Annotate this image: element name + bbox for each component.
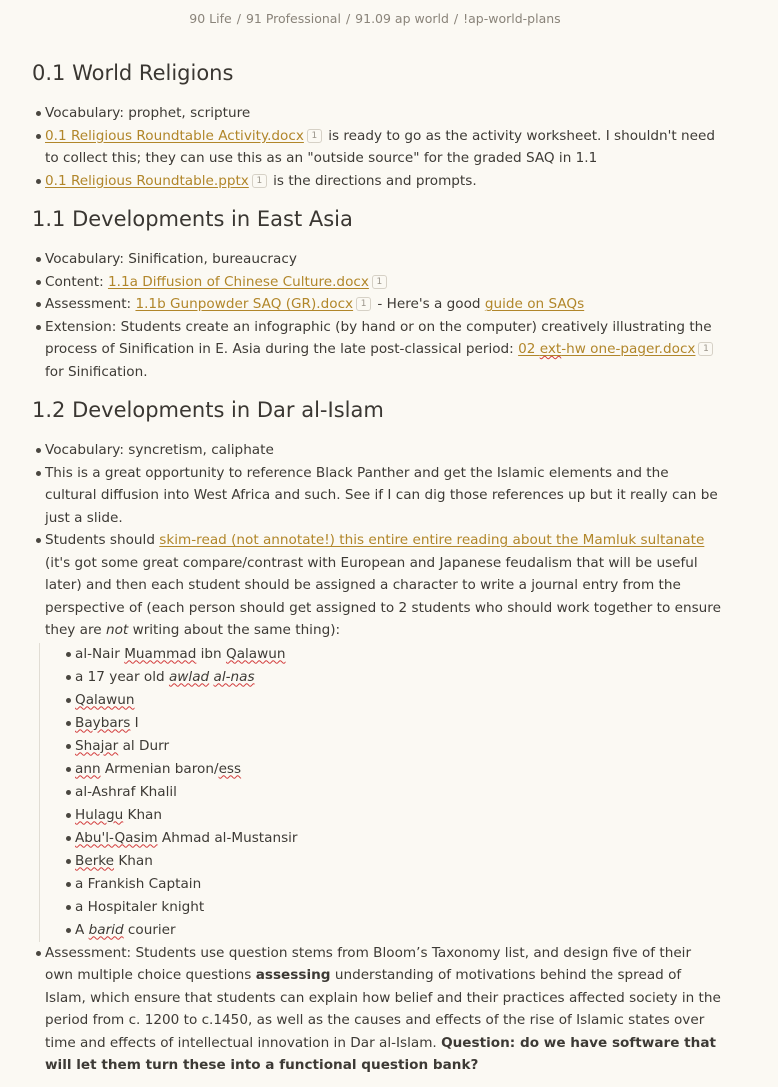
item-text: is the directions and prompts. xyxy=(268,172,477,189)
breadcrumb-item-professional[interactable]: 91 Professional xyxy=(245,11,341,26)
list-dar-al-islam xyxy=(32,439,722,1077)
item-label: Assessment: xyxy=(45,296,136,312)
list-item xyxy=(32,271,722,294)
list-item xyxy=(32,102,722,125)
list-item xyxy=(32,316,722,384)
character-item: Shajar al Durr xyxy=(62,735,722,758)
character-item: a 17 year old awlad al-nas xyxy=(62,666,722,689)
heading-world-religions: 0.1 World Religions xyxy=(32,61,234,85)
character-item: Berke Khan xyxy=(62,850,722,873)
list-item xyxy=(32,293,722,316)
character-item: A barid courier xyxy=(62,919,722,942)
character-item: Abu'l-Qasim Ahmad al-Mustansir xyxy=(62,827,722,850)
bold-text: assessing xyxy=(255,967,331,983)
backlink-count-badge[interactable]: 1 xyxy=(698,342,713,356)
heading-east-asia: 1.1 Developments in East Asia xyxy=(32,207,353,231)
item-text: is ready to go as the activity worksheet. I shouldn't need to collect this; they can use this as an "outside source" for the graded SAQ in 1.1 xyxy=(45,127,716,166)
backlink-count-badge[interactable]: 1 xyxy=(252,174,267,188)
file-link-one-pager[interactable]: 02 ext-hw one-pager.docx xyxy=(518,341,696,357)
backlink-count-badge[interactable]: 1 xyxy=(307,129,322,143)
vocab-text: Vocabulary: prophet, scripture xyxy=(45,105,251,121)
file-link-roundtable-pptx[interactable]: 0.1 Religious Roundtable.pptx xyxy=(45,172,249,189)
heading-dar-al-islam: 1.2 Developments in Dar al-Islam xyxy=(32,398,384,422)
item-text: (it's got some great compare/contrast with European and Japanese feudalism that will be useful later) and then each student should be assigned a character to write a journal entry from the perspective of (each person should get assigned to 2 students who should work together to ensure they are xyxy=(45,554,721,638)
character-item: a Hospitaler knight xyxy=(62,896,722,919)
item-text: writing about the same thing): xyxy=(128,622,341,638)
item-text: for Sinification. xyxy=(45,363,148,380)
item-text: Assessment: Students use question stems from Bloom’s Taxonomy list, and design five of their own multiple choice questions xyxy=(45,944,692,983)
character-item: al-Ashraf Khalil xyxy=(62,781,722,804)
item-text: This is a great opportunity to reference Black Panther and get the Islamic elements and the cultural diffusion into West Africa and such. See if I can dig those references up but it really can be just a slide. xyxy=(45,464,718,526)
character-item: a Frankish Captain xyxy=(62,873,722,896)
breadcrumb-item-life[interactable]: 90 Life xyxy=(189,11,232,26)
file-link-diffusion[interactable]: 1.1a Diffusion of Chinese Culture.docx xyxy=(107,273,369,290)
breadcrumb: 90 Life / 91 Professional / 91.09 ap world / !ap-world-plans xyxy=(189,11,561,26)
item-label: Content: xyxy=(45,273,108,290)
character-item: Baybars I xyxy=(62,712,722,735)
character-item: Hulagu Khan xyxy=(62,804,722,827)
list-item xyxy=(32,529,722,942)
note-content xyxy=(32,56,722,1087)
list-item xyxy=(32,125,722,170)
bold-question: Question: do we have software that will let them turn these into a functional question bank? xyxy=(45,1034,717,1073)
item-text: - Here's a good xyxy=(373,296,485,312)
breadcrumb-item-ap-world[interactable]: 91.09 ap world xyxy=(355,11,449,26)
vocab-text: Vocabulary: Sinification, bureaucracy xyxy=(45,251,297,267)
character-item: ann Armenian baron/ess xyxy=(62,758,722,781)
file-link-gunpowder-saq[interactable]: 1.1b Gunpowder SAQ (GR).docx xyxy=(135,296,354,312)
emphasis-text: not xyxy=(105,622,129,638)
link-guide-on-saqs[interactable]: guide on SAQs xyxy=(484,296,585,312)
link-mamluk-reading[interactable]: skim-read (not annotate!) this entire entire reading about the Mamluk sultanate xyxy=(159,532,705,548)
list-east-asia xyxy=(32,248,722,383)
item-text: Students should xyxy=(45,532,160,548)
item-text: understanding of motivations behind the spread of Islam, which ensure that students can explain how belief and their practices affected society in the period from c. 1200 to c.1450, as well as the causes and effects of the rise of Islamic states over time and effects of intellectual innovation in Dar al-Islam. xyxy=(45,967,721,1051)
list-item xyxy=(32,439,722,462)
list-item xyxy=(32,248,722,271)
file-link-roundtable-activity[interactable]: 0.1 Religious Roundtable Activity.docx xyxy=(45,127,304,144)
list-item xyxy=(32,462,722,530)
list-item xyxy=(32,942,722,1077)
breadcrumb-item-plans[interactable]: !ap-world-plans xyxy=(463,11,561,26)
backlink-count-badge[interactable]: 1 xyxy=(356,297,371,311)
item-text: Extension: Students create an infographic (by hand or on the computer) creatively illustrating the process of Sinification in E. Asia during the late post-classical period: xyxy=(45,318,712,357)
list-world-religions xyxy=(32,102,722,192)
list-item xyxy=(32,170,722,193)
vocab-text: Vocabulary: syncretism, caliphate xyxy=(45,442,274,458)
backlink-count-badge[interactable]: 1 xyxy=(372,275,387,289)
character-list xyxy=(39,643,722,942)
character-item: al-Nair Muammad ibn Qalawun xyxy=(62,643,722,666)
character-item: Qalawun xyxy=(62,689,722,712)
